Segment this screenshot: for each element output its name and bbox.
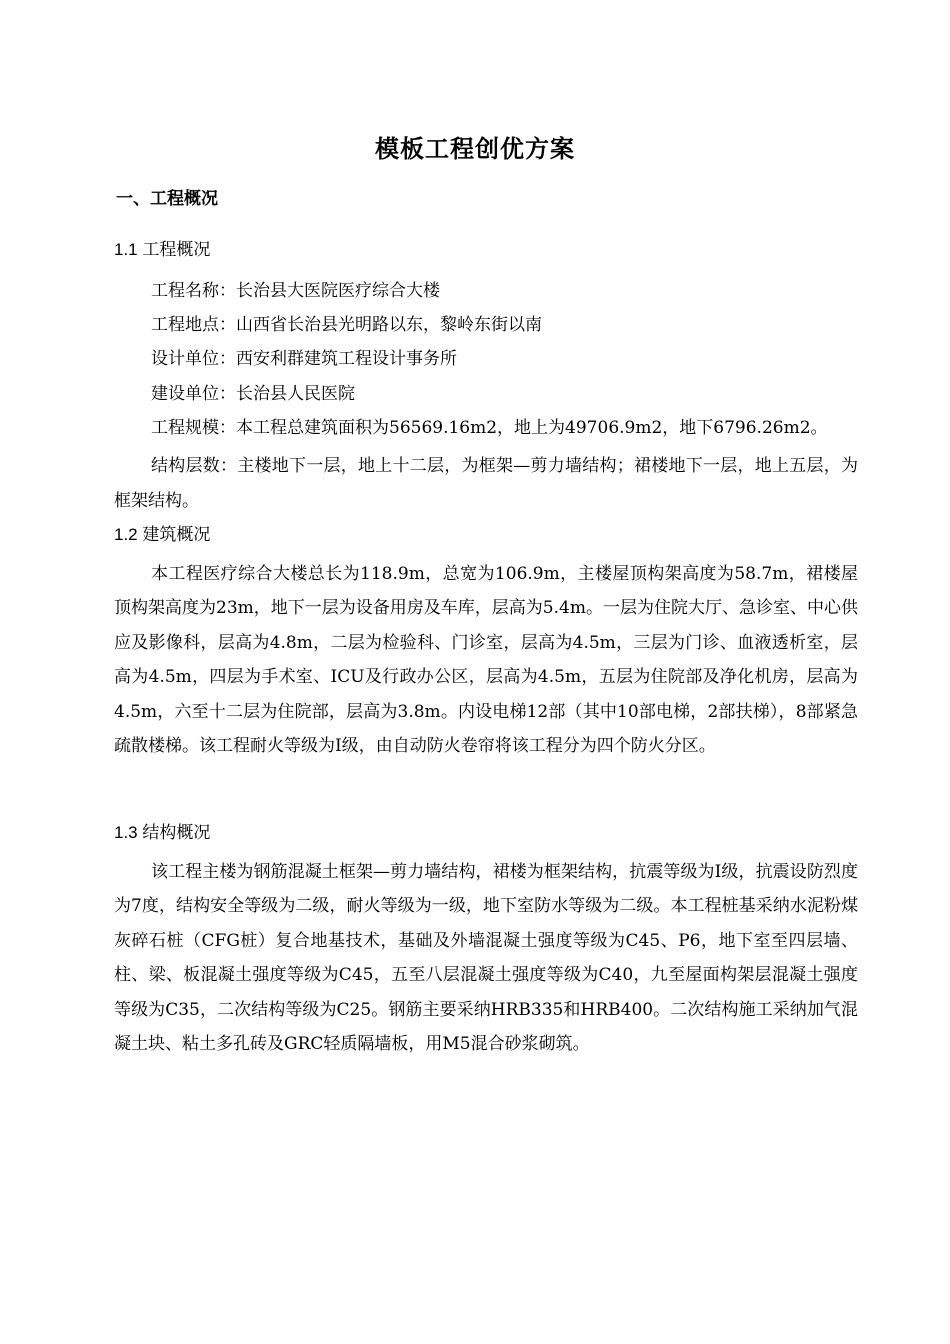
info-line-project-scale: 工程规模：本工程总建筑面积为56569.16m2，地上为49706.9m2，地下6796.26m2。 bbox=[151, 418, 828, 438]
subsection-heading-project-overview: 1.1 工程概况 bbox=[114, 240, 211, 259]
subsection-heading-structure: 1.3 结构概况 bbox=[114, 823, 211, 842]
info-line-construction-unit: 建设单位：长治县人民医院 bbox=[151, 384, 355, 404]
architecture-paragraph: 本工程医疗综合大楼总长为118.9m，总宽为106.9m，主楼屋顶构架高度为58.7m，裙楼屋顶构架高度为23m，地下一层为设备用房及车库，层高为5.4m。一层为住院大厅、急诊室、中心供应及影像科，层高为4.8m，二层为检验科、门诊室，层高为4.5m，三层为门诊、血液透析室，层高为4.5m，四层为手术室、ICU及行政办公区，层高为4.5m，五层为住院部及净化机房，层高为4.5m，六至十二层为住院部，层高为3.8m。内设电梯12部（其中10部电梯，2部扶梯），8部紧急疏散楼梯。该工程耐火等级为Ⅰ级，由自动防火卷帘将该工程分为四个防火分区。 bbox=[114, 564, 858, 757]
subsection-heading-architecture: 1.2 建筑概况 bbox=[114, 525, 211, 544]
info-line-project-location: 工程地点：山西省长治县光明路以东，黎岭东街以南 bbox=[151, 315, 542, 335]
section-heading-overview: 一、工程概况 bbox=[116, 189, 218, 209]
info-line-design-unit: 设计单位：西安利群建筑工程设计事务所 bbox=[151, 349, 457, 369]
document-title: 模板工程创优方案 bbox=[375, 135, 575, 163]
info-line-project-name: 工程名称：长治县大医院医疗综合大楼 bbox=[151, 281, 440, 301]
structure-floors-paragraph: 结构层数：主楼地下一层，地上十二层，为框架—剪力墙结构；裙楼地下一层，地上五层，为框架结构。 bbox=[114, 456, 858, 511]
structure-overview-paragraph: 该工程主楼为钢筋混凝土框架—剪力墙结构，裙楼为框架结构，抗震等级为Ⅰ级，抗震设防烈度为7度，结构安全等级为二级，耐火等级为一级，地下室防水等级为二级。本工程桩基采纳水泥粉煤灰碎石桩（CFG桩）复合地基技术，基础及外墙混凝土强度等级为C45、P6，地下室至四层墙、柱、梁、板混凝土强度等级为C45，五至八层混凝土强度等级为C40，九至屋面构架层混凝土强度等级为C35，二次结构等级为C25。钢筋主要采纳HRB335和HRB400。二次结构施工采纳加气混凝土块、粘土多孔砖及GRC轻质隔墙板，用M5混合砂浆砌筑。 bbox=[114, 862, 858, 1055]
